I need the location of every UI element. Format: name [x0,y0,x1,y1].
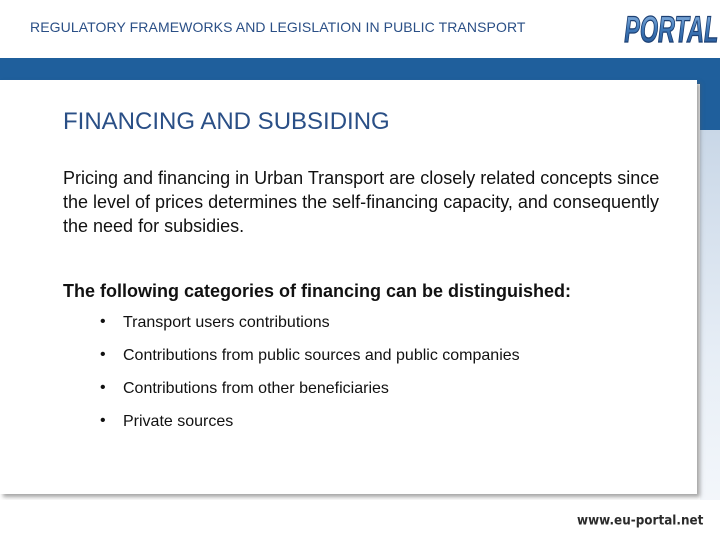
right-band-gradient [700,130,720,510]
categories-lead: The following categories of financing can be distinguished: [63,281,572,301]
bullet-icon: • [100,412,106,429]
list-item [100,314,520,347]
list-item-text: Contributions from public sources and public companies [123,347,520,364]
list-item [100,413,520,446]
financing-categories-list [100,314,520,446]
portal-logo [618,2,719,56]
bullet-icon: • [100,313,106,330]
intro-paragraph: Pricing and financing in Urban Transport are closely related concepts since the level of prices determines the self-financing capacity, and consequently the need for subsidies. [63,168,660,236]
list-item-text: Private sources [123,413,234,430]
list-item [100,347,520,380]
header-title: REGULATORY FRAMEWORKS AND LEGISLATION IN PUBLIC TRANSPORT [30,19,526,35]
bullet-icon: • [100,346,106,363]
list-item-text: Transport users contributions [123,314,330,331]
bullet-icon: • [100,379,106,396]
list-item-text: Contributions from other beneficiaries [123,380,389,397]
slide-title: FINANCING AND SUBSIDING [63,108,390,135]
list-item [100,380,520,413]
svg-text:PORTAL: PORTAL [624,8,719,51]
footer-url: www.eu-portal.net [577,512,704,528]
